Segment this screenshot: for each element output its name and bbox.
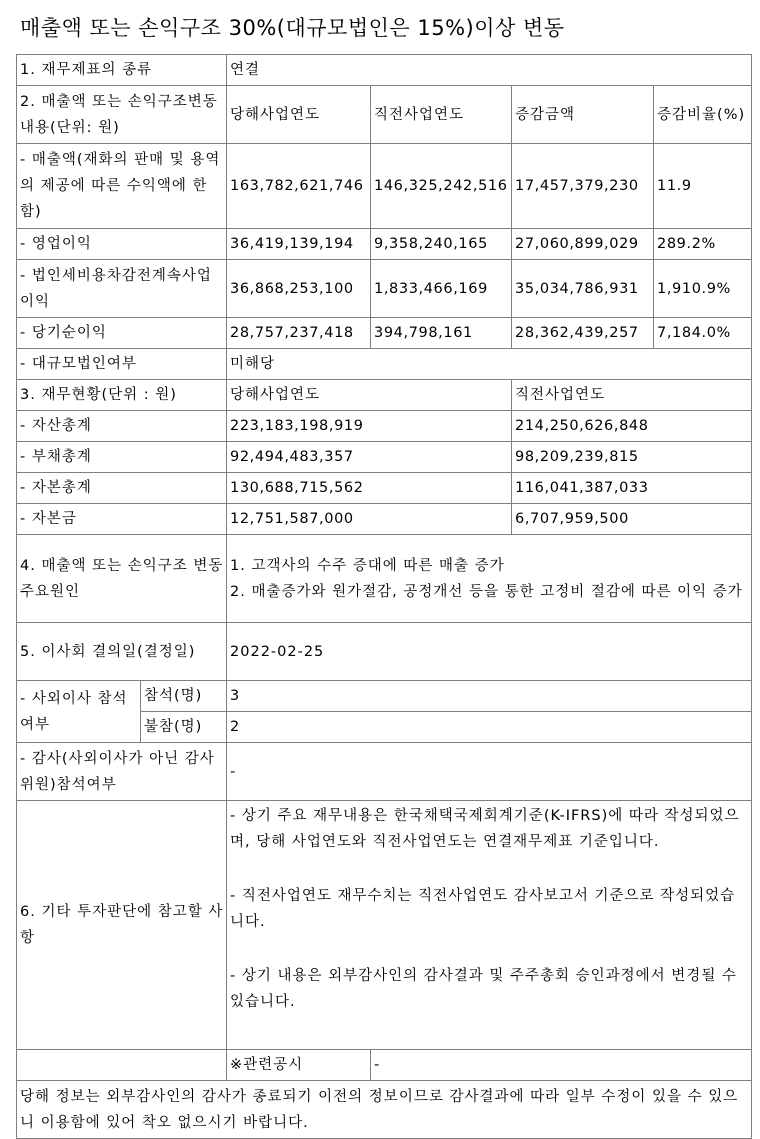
footer-note: 당해 정보는 외부감사인의 감사가 종료되기 이전의 정보이므로 감사결과에 따라 일부 수정이 있을 수 있으니 이용함에 있어 착오 없으시기 바랍니다. [17, 1081, 752, 1139]
row-label: - 영업이익 [17, 229, 227, 260]
value-previous: 214,250,626,848 [512, 411, 752, 442]
statement-type-label: 1. 재무제표의 종류 [17, 55, 227, 86]
value-change: 35,034,786,931 [512, 260, 654, 318]
row-total-assets [17, 411, 752, 442]
change-reason-line-2: 2. 매출증가와 원가절감, 공정개선 등을 통한 고정비 절감에 따른 이익 증가 [230, 583, 743, 600]
header-current-year: 당해사업연도 [227, 86, 371, 144]
value-previous: 146,325,242,516 [371, 144, 512, 229]
row-related-disclosure [17, 1050, 752, 1081]
auditor-label: - 감사(사외이사가 아닌 감사위원)참석여부 [17, 743, 227, 801]
value-previous: 9,358,240,165 [371, 229, 512, 260]
note-paragraph-1: - 상기 주요 재무내용은 한국채택국제회계기준(K-IFRS)에 따라 작성되었으며, 당해 사업연도와 직전사업연도는 연결재무제표 기준입니다. [230, 808, 740, 850]
other-notes-value [227, 801, 752, 1050]
row-pretax-income [17, 260, 752, 318]
change-reason-value [227, 535, 752, 623]
value-change: 28,362,439,257 [512, 318, 654, 349]
board-date-label: 5. 이사회 결의일(결정일) [17, 623, 227, 681]
value-current: 163,782,621,746 [227, 144, 371, 229]
outside-directors-label: - 사외이사 참석여부 [17, 681, 141, 743]
note-paragraph-2: - 직전사업연도 재무수치는 직전사업연도 감사보고서 기준으로 작성되었습니다. [230, 888, 736, 930]
financial-section-label: 3. 재무현황(단위 : 원) [17, 380, 227, 411]
value-current: 223,183,198,919 [227, 411, 512, 442]
board-date-value: 2022-02-25 [227, 623, 752, 681]
row-net-income [17, 318, 752, 349]
row-capital-stock [17, 504, 752, 535]
row-auditor [17, 743, 752, 801]
header-previous-year: 직전사업연도 [371, 86, 512, 144]
value-ratio: 289.2% [654, 229, 752, 260]
value-previous: 98,209,239,815 [512, 442, 752, 473]
page-title: 매출액 또는 손익구조 30%(대규모법인은 15%)이상 변동 [20, 16, 565, 40]
row-footer-note [17, 1081, 752, 1139]
large-corp-value: 미해당 [227, 349, 752, 380]
value-current: 130,688,715,562 [227, 473, 512, 504]
row-label: - 자산총계 [17, 411, 227, 442]
present-label: 참석(명) [141, 681, 227, 712]
note-spacer [230, 935, 749, 963]
row-label: - 자본금 [17, 504, 227, 535]
row-label: - 자본총계 [17, 473, 227, 504]
row-label: - 매출액(재화의 판매 및 용역의 제공에 따른 수익액에 한함) [17, 144, 227, 229]
absent-label: 불참(명) [141, 712, 227, 743]
row-change-reason [17, 535, 752, 623]
row-other-notes [17, 801, 752, 1050]
value-previous: 6,707,959,500 [512, 504, 752, 535]
value-ratio: 1,910.9% [654, 260, 752, 318]
header-previous-year: 직전사업연도 [512, 380, 752, 411]
other-notes-label: 6. 기타 투자판단에 참고할 사항 [17, 801, 227, 1050]
row-outside-directors-present [17, 681, 752, 712]
value-current: 36,419,139,194 [227, 229, 371, 260]
row-large-corp [17, 349, 752, 380]
absent-value: 2 [227, 712, 752, 743]
row-total-liabilities [17, 442, 752, 473]
row-board-date [17, 623, 752, 681]
related-label: ※관련공시 [227, 1050, 371, 1081]
related-empty-cell [17, 1050, 227, 1081]
auditor-value: - [227, 743, 752, 801]
large-corp-label: - 대규모법인여부 [17, 349, 227, 380]
value-change: 17,457,379,230 [512, 144, 654, 229]
value-current: 36,868,253,100 [227, 260, 371, 318]
row-operating-income [17, 229, 752, 260]
row-label: - 부채총계 [17, 442, 227, 473]
row-total-equity [17, 473, 752, 504]
value-previous: 394,798,161 [371, 318, 512, 349]
value-previous: 1,833,466,169 [371, 260, 512, 318]
note-spacer [230, 855, 749, 883]
statement-type-value: 연결 [227, 55, 752, 86]
change-section-label: 2. 매출액 또는 손익구조변동내용(단위: 원) [17, 86, 227, 144]
row-label: - 당기순이익 [17, 318, 227, 349]
present-value: 3 [227, 681, 752, 712]
row-statement-type [17, 55, 752, 86]
change-reason-line-1: 1. 고객사의 수주 증대에 따른 매출 증가 [230, 557, 505, 574]
header-change-ratio: 증감비율(%) [654, 86, 752, 144]
value-ratio: 7,184.0% [654, 318, 752, 349]
related-value: - [371, 1050, 752, 1081]
value-current: 12,751,587,000 [227, 504, 512, 535]
value-ratio: 11.9 [654, 144, 752, 229]
row-financial-header [17, 380, 752, 411]
value-current: 28,757,237,418 [227, 318, 371, 349]
row-label: - 법인세비용차감전계속사업이익 [17, 260, 227, 318]
note-paragraph-3: - 상기 내용은 외부감사인의 감사결과 및 주주총회 승인과정에서 변경될 수 있습니다. [230, 968, 737, 1010]
value-change: 27,060,899,029 [512, 229, 654, 260]
disclosure-table [16, 54, 752, 1139]
change-reason-label: 4. 매출액 또는 손익구조 변동 주요원인 [17, 535, 227, 623]
value-current: 92,494,483,357 [227, 442, 512, 473]
row-change-header [17, 86, 752, 144]
value-previous: 116,041,387,033 [512, 473, 752, 504]
row-revenue [17, 144, 752, 229]
header-change-amount: 증감금액 [512, 86, 654, 144]
header-current-year: 당해사업연도 [227, 380, 512, 411]
